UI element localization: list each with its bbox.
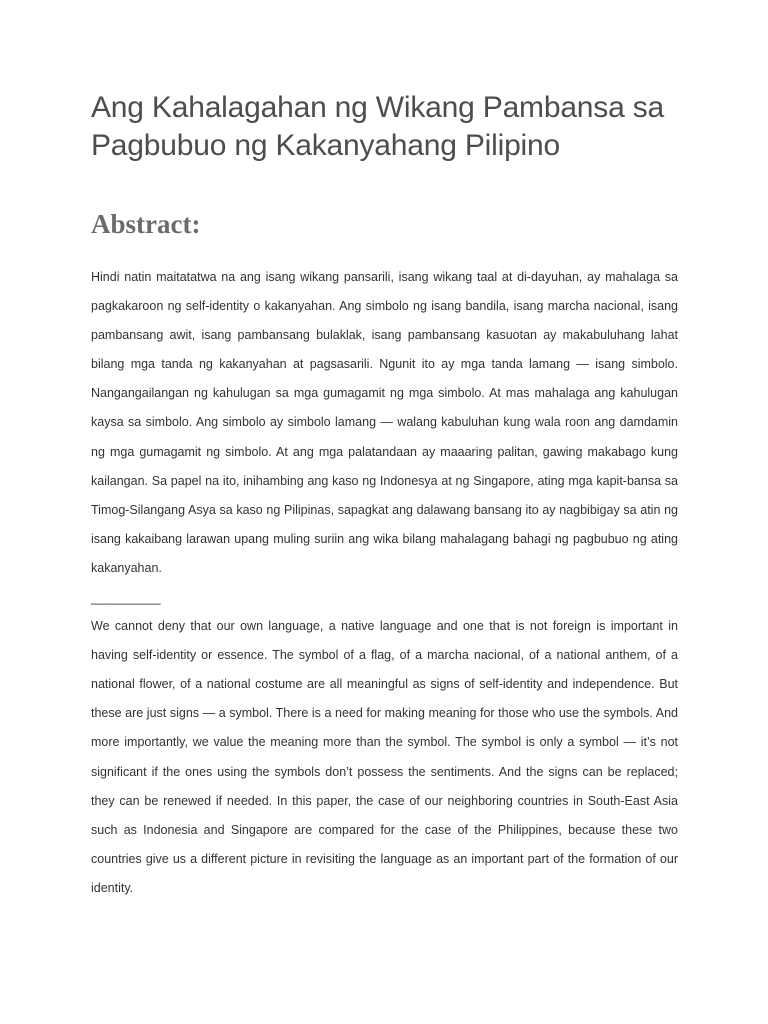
abstract-paragraph-english: We cannot deny that our own language, a native language and one that is not foreign is important in having self-identity or essence. The symbol of a flag, of a marcha nacional, of a national anthem, of a national flower, of a national costume are all meaningful as signs of self-identity and independence. But these are just signs — a symbol. There is a need for making meaning for those who use the symbols. And more importantly, we value the meaning more than the symbol. The symbol is only a symbol — it’s not significant if the ones using the symbols don’t possess the sentiments. And the signs can be replaced; they can be renewed if needed. In this paper, the case of our neighboring countries in South-East Asia such as Indonesia and Singapore are compared for the case of the Philippines, because these two countries give us a different picture in revisiting the language as an important part of the formation of our identity.: [91, 619, 678, 895]
abstract-heading: Abstract:: [91, 209, 201, 239]
abstract-paragraph-filipino: Hindi natin maitatatwa na ang isang wikang pansarili, isang wikang taal at di-dayuhan, ay mahalaga sa pagkakaroon ng self-identity o kakanyahan. Ang simbolo ng isang bandila, isang marcha nacional, isang pambansang awit, isang pambansang bulaklak, isang pambansang kasuotan ay makabuluhang lahat bilang mga tanda ng kakanyahan at pagsasarili. Ngunit ito ay mga tanda lamang — isang simbolo. Nangangailangan ng kahulugan sa mga gumagamit ng mga simbolo. At mas mahalaga ang kahulugan kaysa sa simbolo. Ang simbolo ay simbolo lamang — walang kabuluhan kung wala roon ang damdamin ng mga gumagamit ng simbolo. At ang mga palatandaan ay maaaring palitan, gawing makabago kung kailangan. Sa papel na ito, inihambing ang kaso ng Indonesya at ng Singapore, ating mga kapit-bansa sa Timog-Silangang Asya sa kaso ng Pilipinas, sapagkat ang dalawang bansang ito ay nagbibigay sa atin ng isang kakaibang larawan upang muling suriin ang wika bilang mahalagang bahagi ng pagbubuo ng ating kakanyahan.: [91, 270, 678, 575]
document-page: [91, 0, 678, 903]
separator-line: __________: [91, 591, 161, 606]
document-title: Ang Kahalagahan ng Wikang Pambansa sa Pagbubuo ng Kakanyahang Pilipino: [91, 91, 665, 162]
